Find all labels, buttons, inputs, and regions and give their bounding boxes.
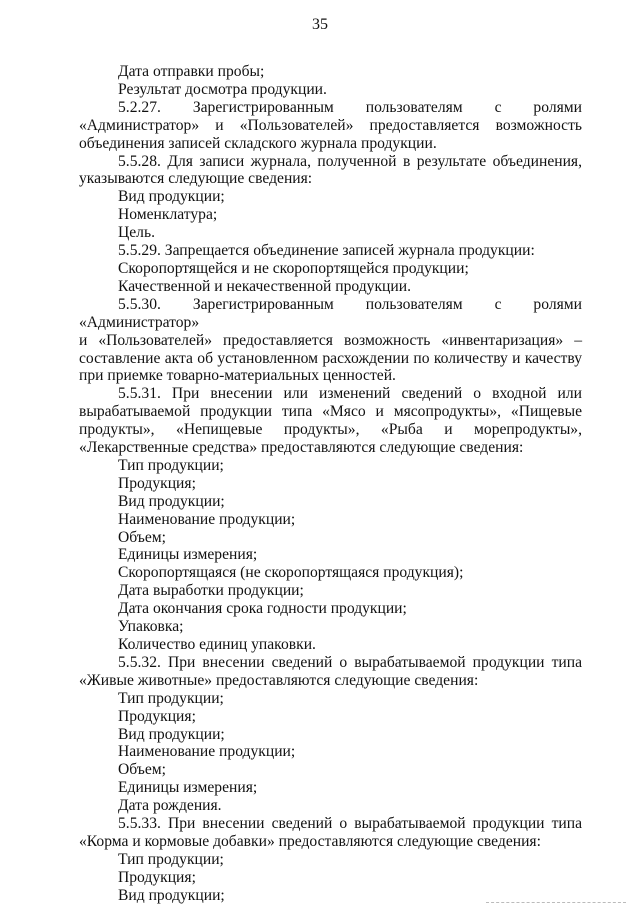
document-body [79, 63, 582, 905]
text-line: Единицы измерения; [118, 779, 258, 797]
text-line: Количество единиц упаковки. [118, 636, 316, 653]
text-line: 5.2.27. Зарегистрированным пользователям с ролями [118, 98, 582, 116]
text-line: Продукция; [118, 707, 196, 725]
text-line: Продукция; [118, 474, 196, 492]
text-line: продукты», «Непищевые продукты», «Рыба и морепродукты», [79, 421, 582, 439]
text-line: составление акта об установленном расхождении по количеству и качеству [79, 349, 582, 367]
text-line: Тип продукции; [118, 689, 224, 707]
text-line: Цель. [118, 224, 155, 242]
text-line: Наименование продукции; [118, 510, 296, 528]
text-line: 5.5.30. Зарегистрированным пользователям с ролями «Администратор» [79, 295, 582, 331]
text-line: 5.5.32. При внесении сведений о вырабатываемой продукции типа [118, 653, 582, 671]
text-line: Дата выработки продукции; [118, 582, 304, 600]
text-line: вырабатываемой продукции типа «Мясо и мясопродукты», «Пищевые [79, 403, 582, 421]
text-line: Дата отправки пробы; [118, 63, 265, 80]
text-line: «Корма и кормовые добавки» предоставляются следующие сведения: [79, 832, 541, 850]
text-line: «Лекарственные средства» предоставляются следующие сведения: [79, 439, 524, 457]
text-line: Тип продукции; [118, 456, 224, 474]
text-line: Продукция; [118, 868, 196, 886]
text-line: указываются следующие сведения: [79, 170, 313, 188]
text-line: Номенклатура; [118, 206, 218, 224]
text-line: Наименование продукции; [118, 743, 296, 761]
text-line: Единицы измерения; [118, 546, 258, 564]
text-line: Скоропортящаяся (не скоропортящаяся продукция); [118, 564, 464, 582]
text-line: Вид продукции; [118, 188, 225, 206]
text-line: объединения записей складского журнала продукции. [79, 134, 437, 152]
page-number: 35 [312, 16, 328, 33]
text-line: Дата окончания срока годности продукции; [118, 600, 407, 618]
text-line: Вид продукции; [118, 492, 225, 510]
text-line: 5.5.31. При внесении или изменений сведений о входной или [118, 385, 582, 403]
text-line: Объем; [118, 761, 166, 779]
text-line: 5.5.28. Для записи журнала, полученной в результате объединения, [118, 152, 582, 170]
text-line: «Администратор» и «Пользователей» предоставляется возможность [79, 116, 582, 134]
text-line: при приемке товарно-материальных ценностей. [79, 367, 396, 385]
text-line: Качественной и некачественной продукции. [118, 277, 411, 295]
text-line: 5.5.29. Запрещается объединение записей журнала продукции: [118, 242, 535, 260]
text-line: «Живые животные» предоставляются следующие сведения: [79, 671, 479, 689]
text-line: Результат досмотра продукции. [118, 80, 327, 98]
text-line: 5.5.33. При внесении сведений о вырабатываемой продукции типа [118, 815, 582, 833]
text-line: Объем; [118, 528, 166, 546]
text-line: Скоропортящейся и не скоропортящейся продукции; [118, 259, 469, 277]
scan-edge-mark [486, 899, 626, 903]
text-line: и «Пользователей» предоставляется возможность «инвентаризация» – [79, 331, 582, 349]
text-line: Вид продукции; [118, 725, 225, 743]
text-line: Дата рождения. [118, 797, 222, 815]
text-line: Вид продукции; [118, 886, 225, 904]
text-line: Тип продукции; [118, 850, 224, 868]
text-line: Упаковка; [118, 618, 184, 636]
